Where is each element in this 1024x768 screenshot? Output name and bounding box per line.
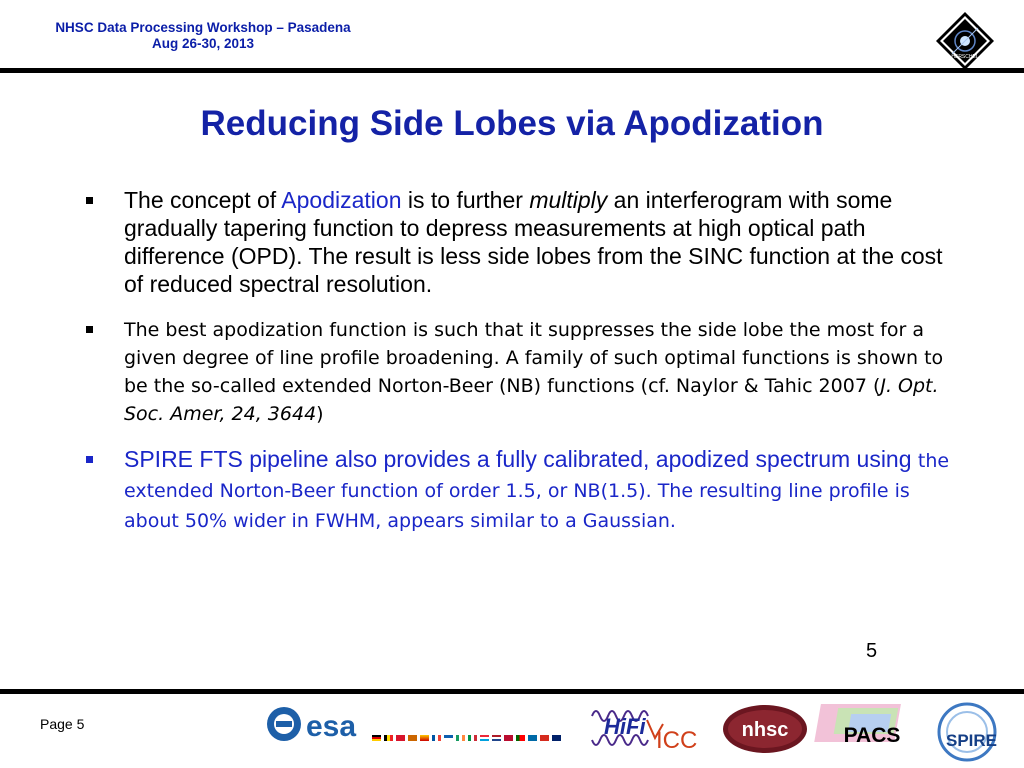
square-bullet-icon [86, 326, 93, 333]
flag-icon [372, 735, 381, 741]
header-rule [0, 68, 1024, 73]
hifi-logo-icon [592, 711, 697, 754]
pacs-logo-text: PACS [843, 724, 901, 747]
footer-rule [0, 689, 1024, 694]
bullet-text: is to further [401, 187, 530, 213]
bullet-item-spire-pipeline [86, 445, 956, 535]
flag-icon [408, 735, 417, 741]
workshop-name: NHSC Data Processing Workshop – Pasadena [55, 20, 351, 35]
bullet-list [86, 186, 956, 535]
flag-icon [552, 735, 561, 741]
nhsc-logo-icon [723, 705, 807, 753]
flag-icon [528, 735, 537, 741]
multiply-term: multiply [529, 187, 608, 213]
herschel-logo-icon [934, 10, 996, 72]
bullet-item-norton-beer [86, 316, 956, 428]
bullet-item-apodization-concept [86, 186, 956, 298]
journal-citation: J. Opt. Soc. Amer, 24, 3644 [124, 375, 939, 425]
esa-logo-icon [267, 707, 356, 743]
slide-title: Reducing Side Lobes via Apodization [200, 104, 824, 143]
slide-number: 5 [866, 640, 878, 662]
nhsc-logo-text: nhsc [741, 719, 789, 741]
bullet-text: ) [316, 403, 324, 425]
member-state-flags [372, 735, 561, 741]
flag-icon [396, 735, 405, 741]
spire-logo-icon [939, 704, 997, 760]
bullet-text: The best apodization function is such that it suppresses the side lobe the most for a given degree of line profile broadening. A family of such optimal functions is shown to be the so-called extended Norton-Beer (NB) functions (cf. Naylor & Tahic 2007 ( [124, 319, 944, 397]
square-bullet-icon [86, 456, 93, 463]
flag-icon [516, 735, 525, 741]
hifi-logo-text: HiFi [604, 714, 646, 739]
bullet-text: the extended Norton-Beer function of order 1.5, or NB(1.5). The resulting line profile is about 50% wider in FWHM, appears similar to a Gaussian. [124, 450, 950, 532]
icc-logo-text: ICC [656, 727, 698, 754]
flag-icon [444, 735, 453, 741]
bullet-text: SPIRE FTS pipeline also provides a fully calibrated, apodized spectrum using [124, 446, 918, 472]
herschel-logo-text: HERSCHEL [951, 54, 979, 60]
bullet-text: an interferogram with some gradually tapering function to depress measurements at high optical path difference (OPD). The result is less side lobes from the SINC function at the cost of reduced spectral resolution. [124, 187, 943, 297]
esa-logo-text: esa [306, 710, 357, 743]
flag-icon [504, 735, 513, 741]
flag-icon [480, 735, 489, 741]
apodization-term: Apodization [281, 187, 402, 213]
spire-logo-text: SPIRE [946, 731, 998, 750]
flag-icon [540, 735, 549, 741]
flag-icon [492, 735, 501, 741]
slide-header [0, 0, 1024, 72]
page-label: Page 5 [40, 716, 85, 732]
square-bullet-icon [86, 197, 93, 204]
flag-icon [420, 735, 429, 741]
flag-icon [468, 735, 477, 741]
flag-icon [432, 735, 441, 741]
workshop-dates: Aug 26-30, 2013 [151, 36, 255, 51]
flag-icon [384, 735, 393, 741]
bullet-text: The concept of [124, 187, 282, 213]
flag-icon [456, 735, 465, 741]
workshop-header [18, 20, 388, 52]
